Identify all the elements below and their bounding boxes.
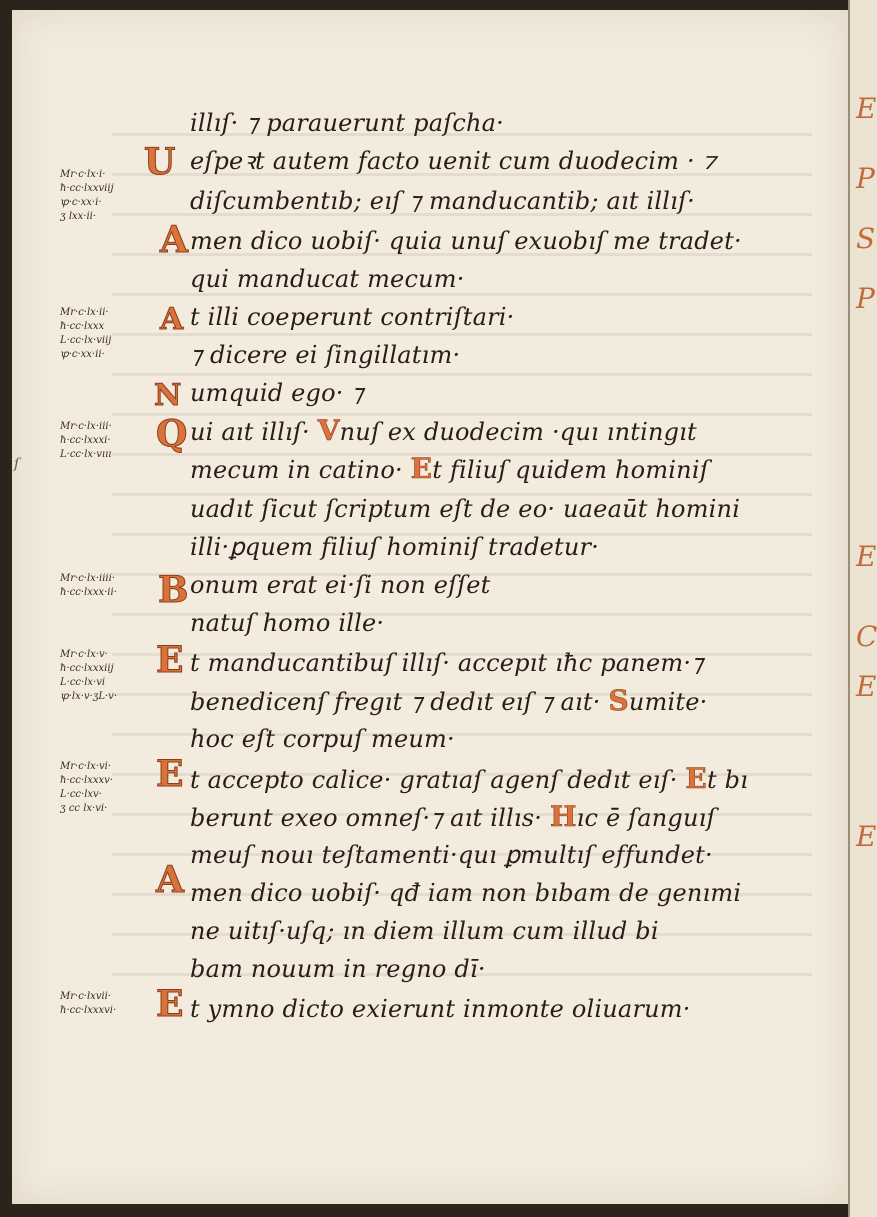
text-line: natuſ homo ille· <box>190 609 385 637</box>
left-edge-mark: ſ <box>14 456 20 472</box>
text-line: mecum in catino· Et filiuſ quidem hominiſ <box>190 452 709 485</box>
decorated-initial: A <box>160 302 184 337</box>
facing-initial: P <box>856 162 875 195</box>
text-line: umquid ego· ⁊ <box>190 379 364 407</box>
decorated-initial: H <box>549 800 577 833</box>
text-line: t ymno dicto exierunt inmonte oliuarum· <box>190 995 691 1023</box>
text-line: ⁊ dicere ei ſingillatım· <box>190 341 461 369</box>
margin-note: Mr·c·lx·iiii· ħ·cc·lxxx·ii· <box>60 573 117 598</box>
text-line: meuſ nouı teſtamenti·quı ꝑmultıſ effundet· <box>190 841 713 869</box>
facing-initial: E <box>856 540 877 573</box>
decorated-initial: E <box>410 452 433 485</box>
margin-note: Mr·c·lxvii· ħ·cc·lxxxvi· <box>60 991 117 1016</box>
text-line: onum erat ei·ſi non eſſet <box>190 571 491 599</box>
text-line: eſpeꝛt autem facto uenit cum duodecim · ⁊ <box>190 147 717 175</box>
decorated-initial: N <box>154 378 182 413</box>
decorated-initial: U <box>144 141 176 183</box>
margin-note: Mr·c·lx·i· ħ·cc·lxxviij ꝕ·c·xx·i· ʒ lxx·ii· <box>60 169 114 222</box>
decorated-initial: E <box>156 753 184 795</box>
decorated-initial: S <box>608 684 629 717</box>
text-line: hoc eſt corpuſ meum· <box>190 725 455 753</box>
text-line: illıſ· ⁊ parauerunt paſcha· <box>190 109 504 137</box>
text-line: berunt exeo omneſ·⁊ aıt illıs· Hıc ē̄ ſanguıſ <box>190 800 716 833</box>
decorated-initial: E <box>685 762 707 795</box>
facing-initial: E <box>856 820 877 853</box>
text-line: diſcumbentıb; eıſ ⁊ manducantib; aıt illıſ· <box>190 187 695 215</box>
facing-initial: E <box>856 670 877 703</box>
margin-note: Mr·c·lx·v· ħ·cc·lxxxiij L·cc·lx·vi ꝕ·lx·v·ʒL·v· <box>60 649 118 702</box>
margin-note: Mr·c·lx·iii· ħ·cc·lxxxi· L·cc·lx·vııı <box>60 421 112 460</box>
facing-initial: C <box>856 620 877 653</box>
text-line: men dico uobiſ· qđ iam non bıbam de genımi <box>190 879 742 907</box>
decorated-initial: E <box>156 639 184 681</box>
text-line: t illi coeperunt contriſtari· <box>190 303 515 331</box>
text-line: ne uitıſ·uſq; ın diem illum cum illud bi <box>190 917 659 945</box>
decorated-initial: B <box>158 569 189 611</box>
text-line: ui aıt illıſ· Vnuſ ex duodecim ·quı ıntingıt <box>190 414 697 447</box>
decorated-initial: A <box>160 219 188 261</box>
margin-note: Mr·c·lx·vi· ħ·cc·lxxxv· L·cc·lxv· ʒ cc lx·vi· <box>60 761 113 814</box>
text-line: men dico uobiſ· quia unuſ exuobıſ me tradet· <box>190 227 742 255</box>
facing-initial: S <box>856 222 876 255</box>
decorated-initial: V <box>317 414 340 447</box>
decorated-initial: A <box>156 859 184 901</box>
decorated-initial: E <box>156 983 184 1025</box>
text-line: illi·ꝑquem filiuſ hominiſ tradetur· <box>190 533 600 561</box>
text-line: t manducantibuſ illıſ· accepıt ıħc panem·⁊ <box>190 649 704 677</box>
text-line: bam nouum in regno dī· <box>190 955 486 983</box>
decorated-initial: Q <box>156 413 188 455</box>
text-line: uadıt ſicut ſcriptum eſt de eo· uaeaūt homini <box>190 495 741 523</box>
text-line: qui manducat mecum· <box>190 265 465 293</box>
facing-page-edge <box>848 0 877 1217</box>
text-line: benedicenſ fregıt ⁊ dedıt eıſ ⁊ aıt· Sumite· <box>190 684 708 717</box>
facing-initial: E <box>856 92 877 125</box>
margin-note: Mr·c·lx·ii· ħ·cc·lxxx L·cc·lx·viij ꝕ·c·xx·ii· <box>60 307 112 360</box>
facing-initial: P <box>856 282 875 315</box>
text-line: t accepto calice· gratıaſ agenſ dedıt eıſ· Et bı <box>190 762 749 795</box>
